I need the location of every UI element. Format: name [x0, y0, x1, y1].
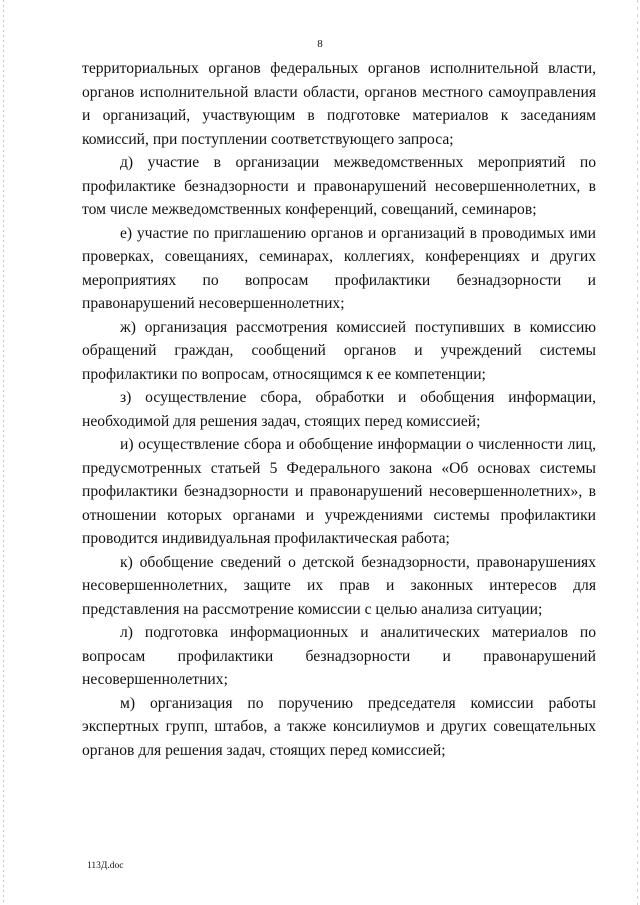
document-body [82, 57, 596, 762]
paragraph-item-e: е) участие по приглашению органов и организаций в проводимых ими проверках, совещаниях, семинарах, коллегиях, конференциях и других мероприятиях по вопросам профилактики безнадзорности и правонарушений несовершеннолетних; [82, 224, 596, 312]
paragraph-item-d: д) участие в организации межведомственных мероприятий по профилактике безнадзорности и правонарушений несовершеннолетних, в том числе межведомственных конференций, совещаний, семинаров; [82, 154, 596, 218]
paragraph-item-z: з) осуществление сбора, обработки и обобщения информации, необходимой для решения задач, стоящих перед комиссией; [82, 389, 596, 430]
paragraph-item-k: к) обобщение сведений о детской безнадзорности, правонарушениях несовершеннолетних, защите их прав и законных интересов для представления на рассмотрение комиссии с целью анализа ситуации; [82, 553, 596, 618]
paragraph-item-i: и) осуществление сбора и обобщение информации о численности лиц, предусмотренных статьей 5 Федерального закона «Об основах системы профилактики безнадзорности и правонарушений несовершеннолетних», в отношении которых органами и учреждениями системы профилактики проводится индивидуальная профилактическая работа; [82, 436, 596, 547]
scan-edge-left [3, 0, 4, 905]
paragraph-item-zh: ж) организация рассмотрения комиссией поступивших в комиссию обращений граждан, сообщений органов и учреждений системы профилактики по вопросам, относящимся к ее компетенции; [82, 318, 596, 383]
footer-filename: 113Д.doc [87, 861, 124, 871]
paragraph-item-l: л) подготовка информационных и аналитических материалов по вопросам профилактики безнадзорности и правонарушений несовершеннолетних; [82, 624, 596, 688]
scan-edge-right [637, 0, 638, 905]
paragraph-item-m: м) организация по поручению председателя комиссии работы экспертных групп, штабов, а также консилиумов и других совещательных органов для решения задач, стоящих перед комиссией; [82, 694, 596, 759]
paragraph-continuation: территориальных органов федеральных органов исполнительной власти, органов исполнительной власти области, органов местного самоуправления и организаций, участвующим в подготовке материалов к заседаниям комиссий, при поступлении соответствующего запроса; [82, 60, 596, 148]
page-number: 8 [317, 38, 323, 50]
